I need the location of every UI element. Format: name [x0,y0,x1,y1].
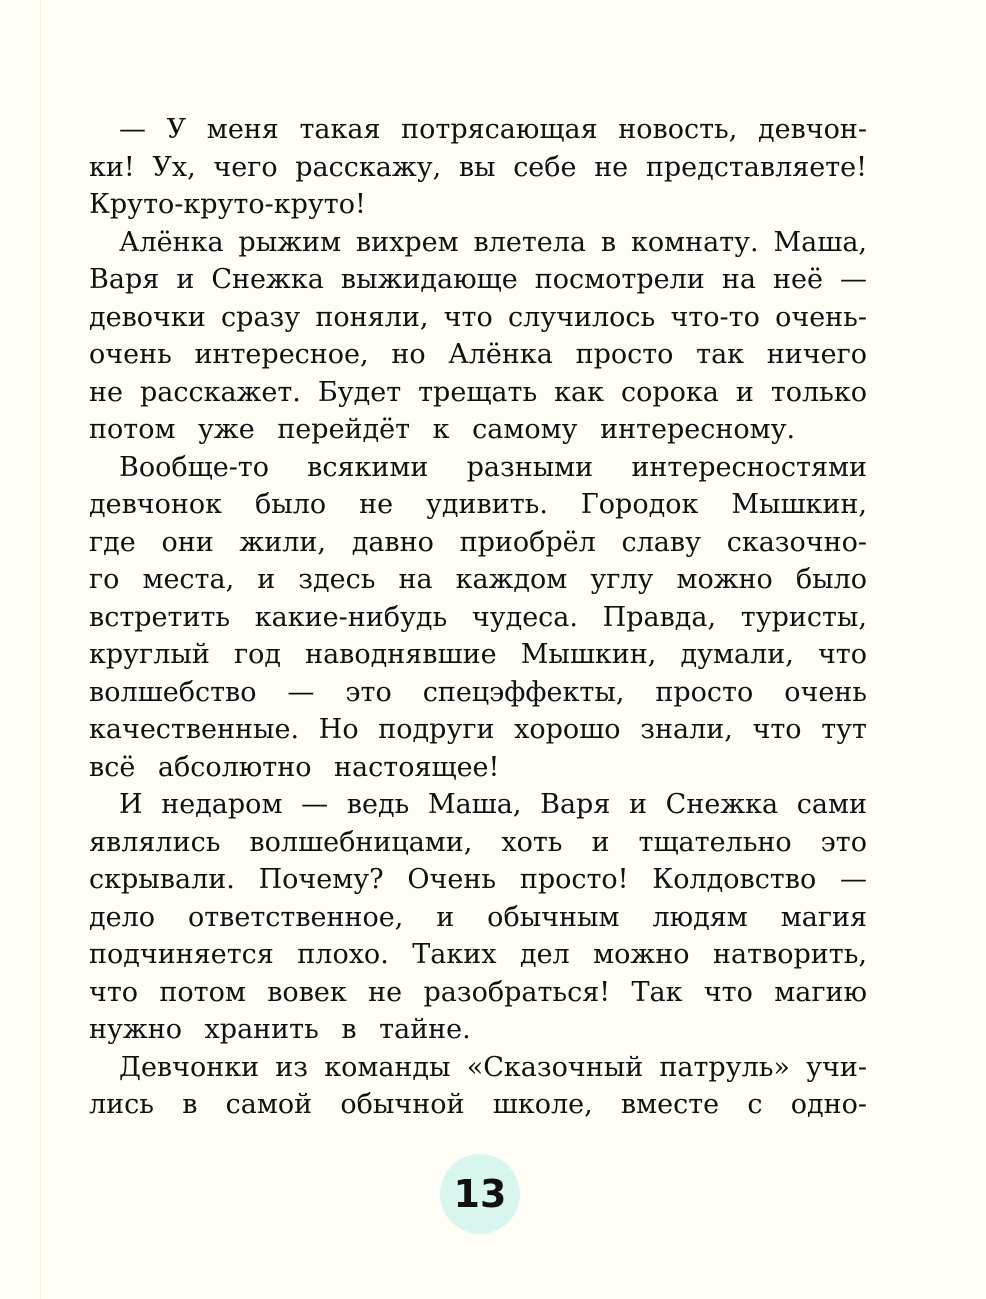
text-line: Варя и Снежка выжидающе посмотрели на неё — [89,264,867,295]
text-line: девочки сразу поняли, что случилось что-то очень- [89,301,867,333]
text-line: являлись волшебницами, хоть и тщательно это [89,826,867,858]
text-line: очень интересное, но Алёнка просто так ничего [89,339,867,370]
text-line: го места, и здесь на каждом углу можно было [89,564,867,595]
paragraph [89,111,867,224]
paragraph [89,449,867,787]
text-line: не расскажет. Будет трещать как сорока и только [89,376,867,408]
text-line: всё абсолютно настоящее! [89,751,500,783]
page-number-badge [440,1154,520,1234]
text-line: Алёнка рыжим вихрем влетела в комнату. Маша, [119,226,867,258]
text-line: Девчонки из команды «Сказочный патруль» учи- [119,1051,867,1083]
text-line: нужно хранить в тайне. [89,1014,471,1045]
text-line: где они жили, давно приобрёл славу сказочно- [89,526,867,558]
body-text [89,111,867,1124]
text-line: круглый год наводнявшие Мышкин, думали, что [89,639,867,670]
text-line: дело ответственное, и обычным людям магия [89,901,867,933]
paragraph [89,1049,867,1124]
text-line: — У меня такая потрясающая новость, девчон- [119,114,867,145]
text-line: девчонок было не удивить. Городок Мышкин, [89,489,867,520]
page-edge-line [40,0,41,1299]
text-line: Вообще-то всякими разными интересностями [119,451,867,483]
text-line: И недаром — ведь Маша, Варя и Снежка сами [119,789,867,820]
text-line: потом уже перейдёт к самому интересному. [89,414,796,445]
text-line: скрывали. Почему? Очень просто! Колдовство — [89,864,867,895]
text-line: встретить какие-нибудь чудеса. Правда, туристы, [89,601,867,633]
text-line: лись в самой обычной школе, вместе с одно- [89,1089,867,1120]
text-line: что потом вовек не разобраться! Так что магию [89,976,867,1008]
text-line: Круто-круто-круто! [89,189,366,220]
page-number: 13 [453,1172,507,1216]
text-line: волшебство — это спецэффекты, просто очень [89,676,867,708]
text-line: ки! Ух, чего расскажу, вы себе не представляете! [89,151,867,183]
paragraph [89,224,867,449]
paragraph [89,786,867,1049]
text-line: подчиняется плохо. Таких дел можно натворить, [89,939,867,970]
text-line: качественные. Но подруги хорошо знали, что тут [89,714,867,745]
